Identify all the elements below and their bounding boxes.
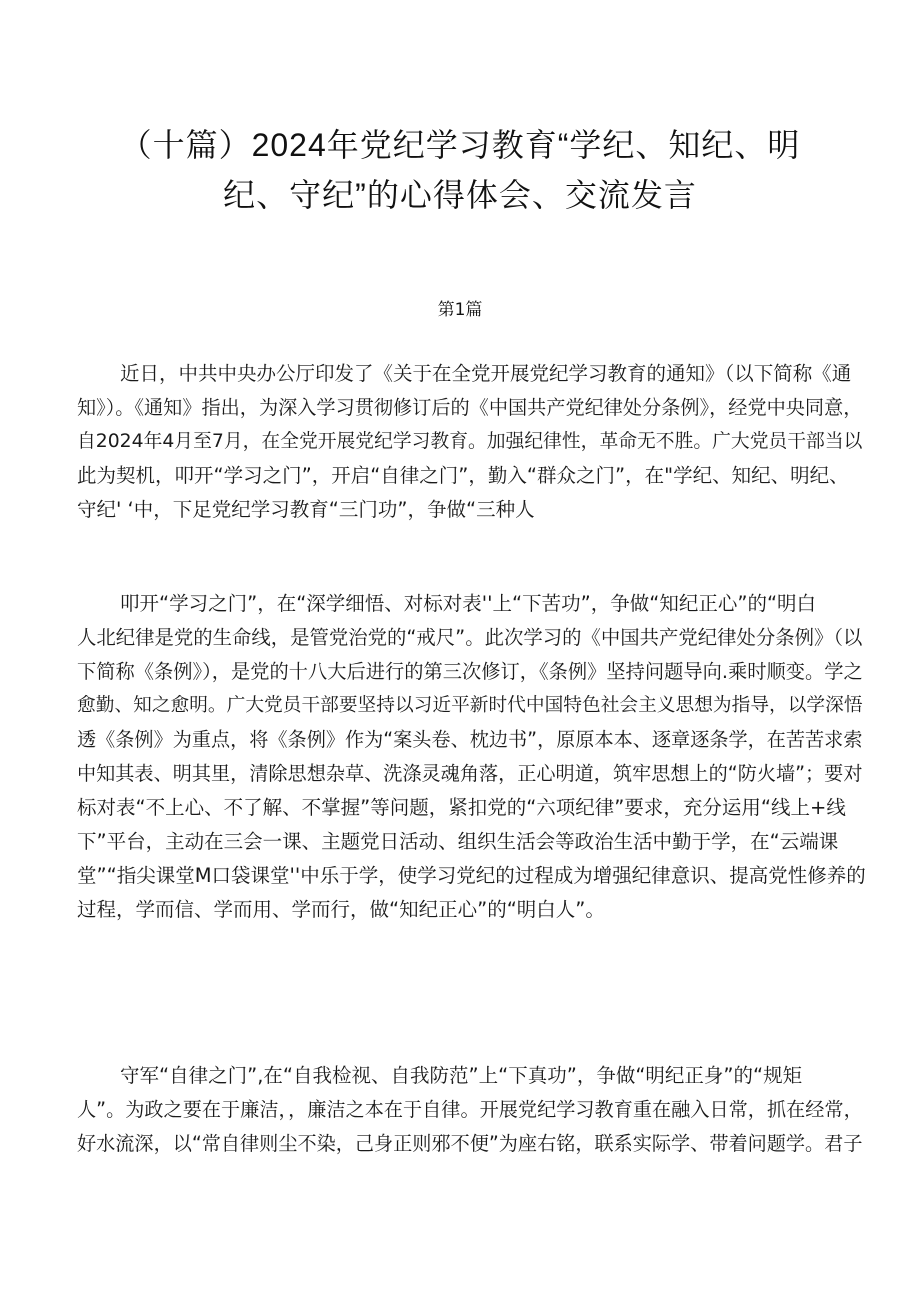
text-line: 知》）。《通知》指出，为深入学习贯彻修订后的《中国共产党纪律处分条例》，经党中央同意，: [77, 396, 863, 419]
text-line: 人”。为政之要在于廉洁，，廉洁之本在于自律。开展党纪学习教育重在融入日常，抓在经常，: [77, 1098, 863, 1121]
text-line: 过程，学而信、学而用、学而行，做“知纪正心”的“明白人”。: [77, 898, 605, 921]
text-line: 人北纪律是党的生命线，是管党治党的“戒尺”。此次学习的《中国共产党纪律处分条例》（以: [77, 626, 863, 649]
text-line: 好水流深，以“常自律则尘不染，己身正则邪不便”为座右铭，联系实际学、带着问题学。君子: [77, 1132, 863, 1155]
text-line: 此为契机，叩开“学习之门”，开启“自律之门”，勤入“群众之门”，在"学纪、知纪、明纪、: [77, 464, 849, 487]
text-line: 守纪' ‘中，下足党纪学习教育“三门功”，争做“三种人: [77, 498, 535, 521]
section-heading: 第1篇: [437, 300, 483, 320]
paragraph: [77, 357, 867, 527]
text-line: 下简称《条例》），是党的十八大后进行的第三次修订，《条例》坚持问题导向.乘时顺变。学之: [77, 660, 863, 683]
text-line: 守军“自律之门”,在“自我检视、自我防范”上“下真功”，争做“明纪正身”的“规矩: [120, 1064, 803, 1087]
text-line: 下”平台，主动在三会一课、主题党日活动、组织生活会等政治生活中勤于学，在“云端课: [77, 830, 839, 853]
paragraph: [77, 1059, 867, 1161]
text-line: 自2024年4月至7月，在全党开展党纪学习教育。加强纪律性，革命无不胜。广大党员干部当以: [77, 431, 863, 452]
text-line: 叩开“学习之门”，在“深学细悟、对标对表''上“下苦功”，争做“知纪正心”的“明白: [120, 592, 817, 615]
title-line: （十篇）2024年党纪学习教育“学纪、知纪、明: [119, 127, 801, 163]
title-line: 纪、守纪”的心得体会、交流发言: [223, 177, 697, 213]
paragraph: [77, 587, 867, 927]
text-line: 标对表“不上心、不了解、不掌握”等问题，紧扣党的“六项纪律”要求，充分运用“线上+线: [77, 796, 846, 819]
text-line: 堂”“指尖课堂M口袋课堂''中乐于学，使学习党纪的过程成为增强纪律意识、提高党性修养的: [77, 864, 866, 887]
text-line: 近日，中共中央办公厅印发了《关于在全党开展党纪学习教育的通知》（以下简称《通: [120, 362, 852, 385]
document-title: [60, 120, 860, 220]
text-line: 透《条例》为重点，将《条例》作为“案头卷、枕边书”，原原本本、逐章逐条学，在苦苦求索: [77, 728, 863, 751]
text-line: 中知其表、明其里，清除思想杂草、洗涤灵魂角落，正心明道，筑牢思想上的“防火墙”；要对: [77, 762, 863, 785]
text-line: 愈勤、知之愈明。广大党员干部要坚持以习近平新时代中国特色社会主义思想为指导，以学深悟: [77, 695, 863, 716]
